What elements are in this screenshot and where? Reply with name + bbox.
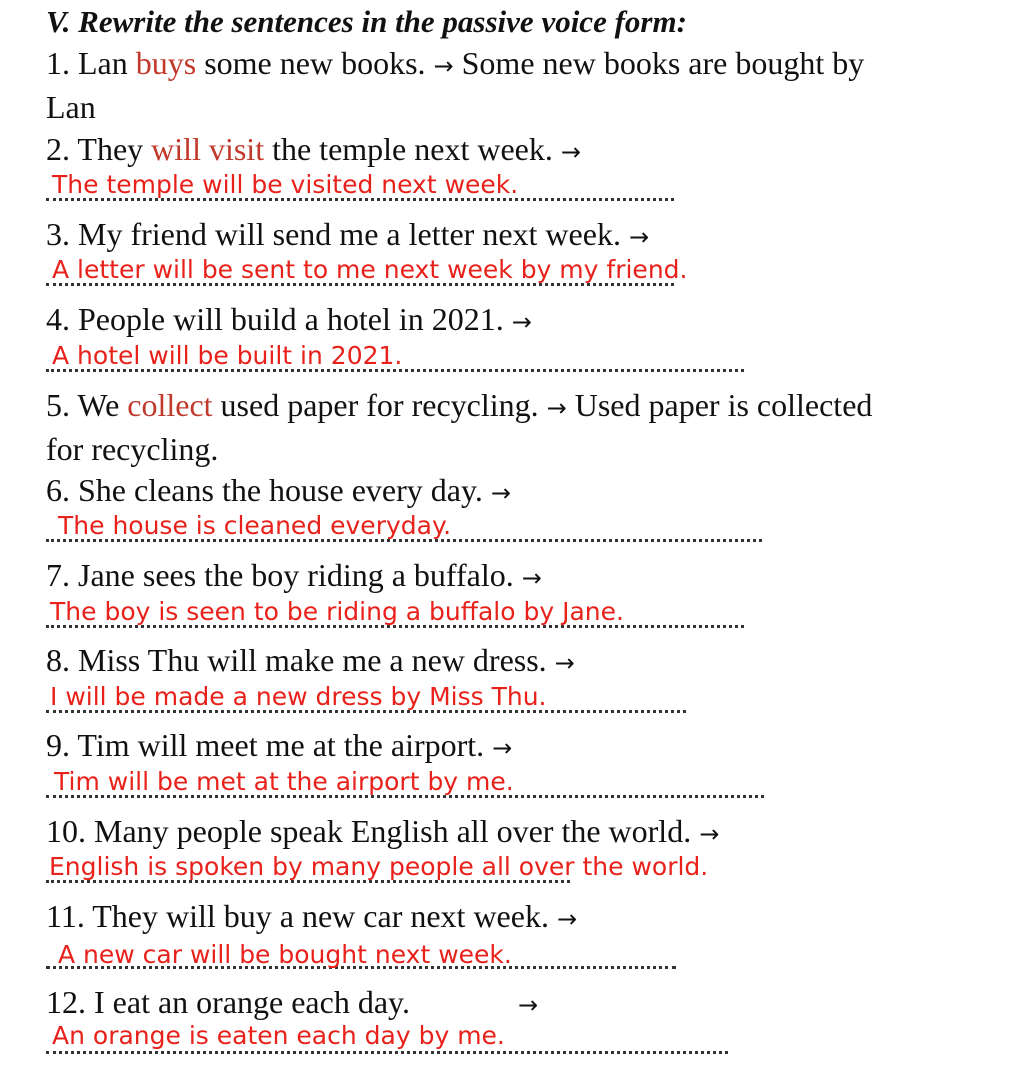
question-number: 2. (46, 131, 70, 167)
arrow-icon: → (556, 905, 578, 933)
arrow-icon: → (521, 564, 542, 592)
question-text: Tim will meet me at the airport. (77, 727, 485, 763)
question-7 (46, 554, 542, 600)
question-number: 10. (46, 813, 86, 849)
question-verb: buys (135, 45, 197, 81)
arrow-icon: → (560, 138, 581, 166)
question-8 (46, 639, 575, 685)
question-number: 12. (46, 984, 86, 1020)
question-text: I eat an orange each day. (94, 984, 410, 1020)
question-text: They (77, 131, 152, 167)
question-text: People will build a hotel in 2021. (78, 301, 504, 337)
inline-answer: Some new books are bought by (461, 45, 865, 81)
question-text: She cleans the house every day. (78, 472, 483, 508)
question-1 (46, 42, 864, 88)
question-number: 11. (46, 898, 85, 934)
arrow-icon: → (546, 394, 567, 422)
answer-8: I will be made a new dress by Miss Thu. (50, 682, 547, 711)
question-5 (46, 384, 872, 430)
answer-6: The house is cleaned everyday. (58, 511, 452, 540)
question-number: 8. (46, 642, 70, 678)
question-10 (46, 810, 719, 856)
question-text: Jane sees the boy riding a buffalo. (78, 557, 514, 593)
question-number: 1. (46, 45, 70, 81)
question-1-continuation: Lan (46, 89, 96, 125)
answer-11: A new car will be bought next week. (58, 940, 512, 969)
answer-9: Tim will be met at the airport by me. (54, 767, 514, 796)
question-text: We (77, 387, 128, 423)
answer-10: English is spoken by many people all over the world. (49, 852, 709, 881)
question-2 (46, 128, 581, 174)
question-number: 9. (46, 727, 70, 763)
answer-2: The temple will be visited next week. (52, 170, 519, 199)
question-text-rest: some new books. (196, 45, 426, 81)
exercise-title: V. Rewrite the sentences in the passive voice form: (46, 4, 687, 39)
question-11 (46, 895, 577, 941)
answer-line-12 (46, 1051, 728, 1054)
question-verb: will visit (151, 131, 265, 167)
arrow-icon: → (511, 308, 532, 336)
question-text: They will buy a new car next week. (92, 898, 549, 934)
question-6 (46, 469, 511, 515)
arrow-icon: → (490, 479, 511, 507)
arrow-icon: → (433, 52, 454, 80)
arrow-icon: → (554, 649, 575, 677)
question-number: 7. (46, 557, 70, 593)
arrow-icon: → (517, 991, 539, 1019)
arrow-icon: → (699, 820, 720, 848)
question-number: 5. (46, 387, 70, 423)
question-text-rest: used paper for recycling. (212, 387, 539, 423)
arrow-icon: → (628, 223, 650, 251)
question-5-continuation: for recycling. (46, 431, 219, 467)
question-number: 3. (46, 216, 70, 252)
question-9 (46, 724, 512, 770)
question-text: My friend will send me a letter next week. (78, 216, 621, 252)
arrow-icon: → (492, 734, 513, 762)
question-text: Many people speak English all over the world. (94, 813, 692, 849)
answer-7: The boy is seen to be riding a buffalo by Jane. (50, 597, 624, 626)
question-number: 4. (46, 301, 70, 337)
question-3 (46, 213, 649, 259)
question-number: 6. (46, 472, 70, 508)
question-text-rest: the temple next week. (264, 131, 553, 167)
question-text: Lan (78, 45, 136, 81)
answer-3: A letter will be sent to me next week by my friend. (52, 255, 688, 284)
question-text: Miss Thu will make me a new dress. (78, 642, 547, 678)
inline-answer: Used paper is collected (574, 387, 873, 423)
answer-4: A hotel will be built in 2021. (52, 341, 403, 370)
answer-12: An orange is eaten each day by me. (52, 1021, 505, 1050)
question-4 (46, 298, 532, 344)
question-verb: collect (127, 387, 213, 423)
